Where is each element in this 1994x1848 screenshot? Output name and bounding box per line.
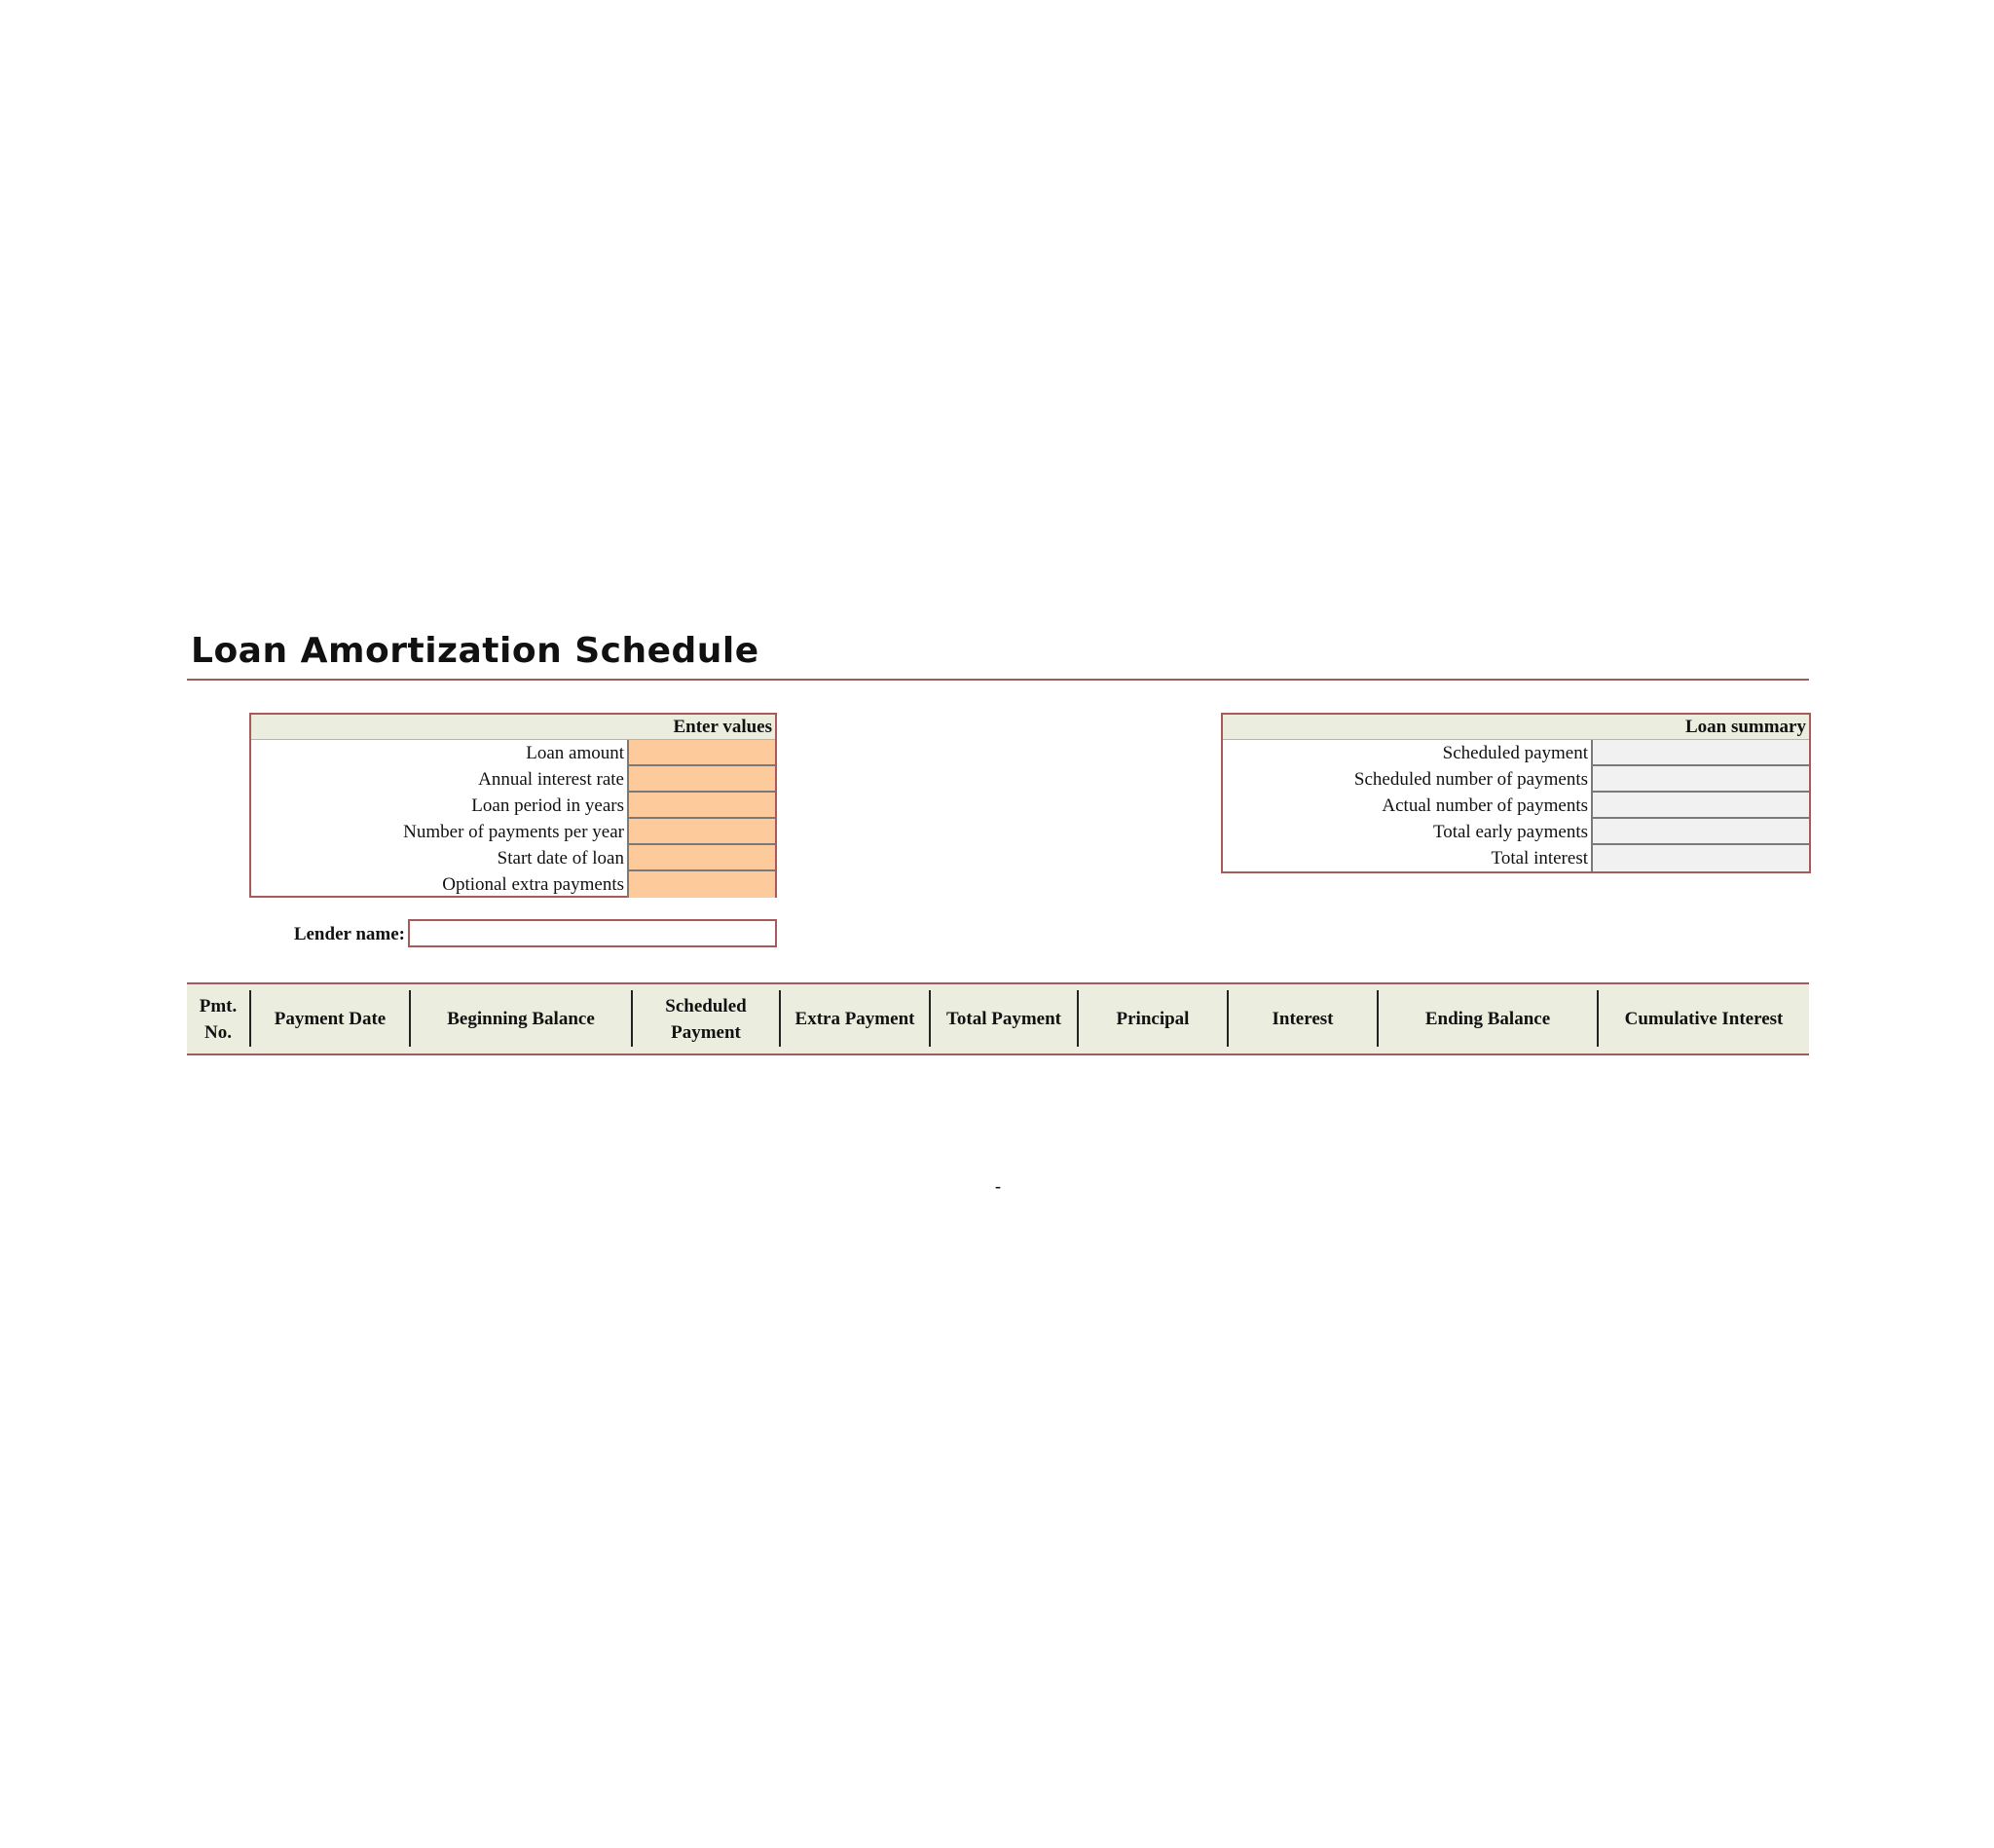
schedule-header: [187, 982, 1809, 1055]
extra-payments-row: [251, 871, 775, 898]
lender-name-input[interactable]: [408, 919, 777, 947]
actual-number-value: [1591, 793, 1809, 819]
field-label: Loan period in years: [471, 795, 624, 816]
column-header-interest[interactable]: [1229, 984, 1377, 1053]
column-header-text: Total Payment: [945, 1009, 1062, 1029]
scheduled-payment-value: [1591, 740, 1809, 766]
column-header-payment-date[interactable]: [251, 984, 409, 1053]
column-header-scheduled-payment[interactable]: [633, 984, 779, 1053]
column-header-text: Beginning Balance: [447, 1009, 595, 1029]
annual-interest-rate-input[interactable]: [627, 766, 775, 793]
field-label: Start date of loan: [497, 848, 624, 869]
field-label: Number of payments per year: [403, 822, 624, 842]
total-early-payments-row: [1223, 819, 1809, 845]
column-header-ending-balance[interactable]: [1379, 984, 1597, 1053]
title-divider: [187, 679, 1809, 681]
payments-per-year-row: [251, 819, 775, 845]
loan-amount-input[interactable]: [627, 740, 775, 766]
summary-label: Total early payments: [1432, 822, 1588, 842]
summary-label: Scheduled payment: [1442, 743, 1588, 763]
summary-label: Scheduled number of payments: [1353, 769, 1588, 790]
field-label: Annual interest rate: [478, 769, 624, 790]
column-header-extra-payment[interactable]: [781, 984, 929, 1053]
scheduled-payment-row: [1223, 740, 1809, 766]
column-header-text: Principal: [1116, 1009, 1190, 1029]
column-header-text: Ending Balance: [1424, 1009, 1551, 1029]
column-header-cumulative-interest[interactable]: [1599, 984, 1809, 1053]
scheduled-number-value: [1591, 766, 1809, 793]
summary-label: Total interest: [1491, 848, 1588, 869]
loan-amount-row: [251, 740, 775, 766]
field-label: Loan amount: [526, 743, 624, 763]
lender-name-label: Lender name:: [293, 924, 405, 944]
column-header-pmt-no[interactable]: [187, 984, 249, 1053]
column-header-text: Interest: [1272, 1009, 1334, 1029]
payments-per-year-input[interactable]: [627, 819, 775, 845]
annual-interest-rate-row: [251, 766, 775, 793]
total-early-payments-value: [1591, 819, 1809, 845]
actual-number-row: [1223, 793, 1809, 819]
summary-label: Actual number of payments: [1382, 795, 1588, 816]
total-interest-value: [1591, 845, 1809, 871]
column-header-principal[interactable]: [1079, 984, 1227, 1053]
column-header-beginning-balance[interactable]: [411, 984, 631, 1053]
extra-payments-input[interactable]: [627, 871, 775, 898]
loan-period-row: [251, 793, 775, 819]
page-title: Loan Amortization Schedule: [191, 631, 759, 671]
loan-summary-header: Loan summary: [1223, 715, 1809, 740]
scheduled-number-row: [1223, 766, 1809, 793]
column-header-text: Payment Date: [274, 1009, 387, 1029]
enter-values-panel: [249, 713, 777, 898]
column-header-text: Payment: [671, 1021, 741, 1043]
total-interest-row: [1223, 845, 1809, 871]
column-header-text: No.: [204, 1021, 232, 1043]
column-header-total-payment[interactable]: [931, 984, 1077, 1053]
column-header-text: Extra Payment: [794, 1009, 915, 1029]
enter-values-header: Enter values: [251, 715, 775, 740]
column-header-text: Cumulative Interest: [1624, 1009, 1784, 1029]
column-header-text: Pmt.: [199, 995, 238, 1016]
loan-period-input[interactable]: [627, 793, 775, 819]
footer-mark: -: [995, 1176, 1001, 1196]
loan-summary-panel: [1221, 713, 1811, 873]
start-date-row: [251, 845, 775, 871]
column-header-text: Scheduled: [665, 995, 747, 1016]
field-label: Optional extra payments: [442, 874, 624, 895]
start-date-input[interactable]: [627, 845, 775, 871]
